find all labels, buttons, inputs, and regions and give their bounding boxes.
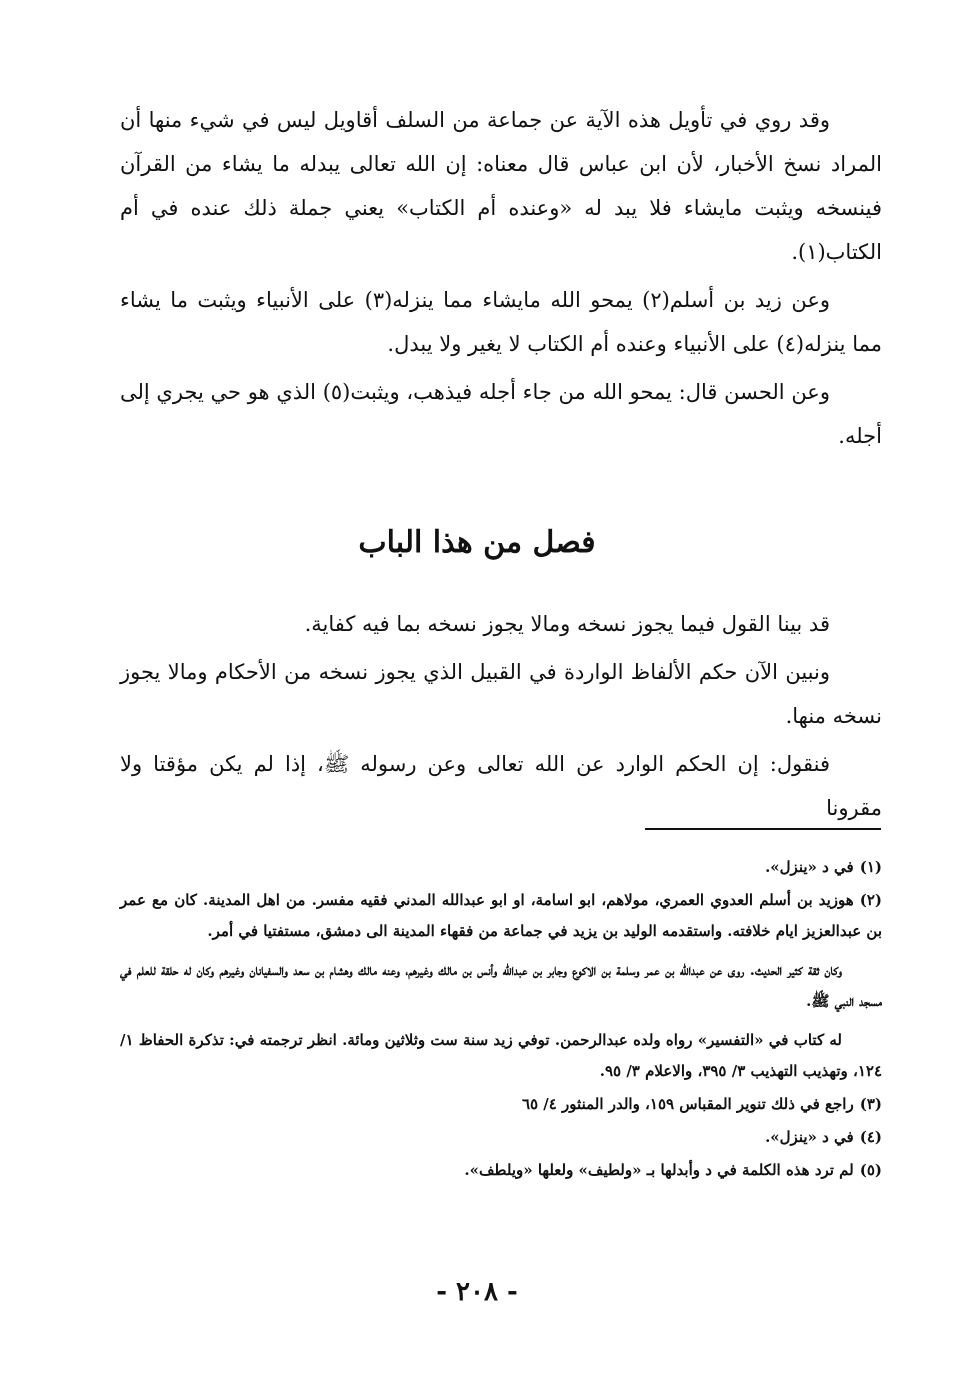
main-text-section: [120, 602, 882, 834]
section-title: فصل من هذا الباب: [358, 525, 596, 560]
page-number: - ٢٠٨ -: [436, 1277, 518, 1307]
paragraph: وقد روي في تأويل هذه الآية عن جماعة من السلف أقاويل ليس في شيء منها أن المراد نسخ الأخبار، لأن ابن عباس قال معناه: إن الله تعالى يبدله ما يشاء من القرآن فينسخه ويثبت مايشاء فلا يبد له «وعنده أم الكتاب» يعني جملة ذلك عنده في أم الكتاب(١).: [120, 108, 882, 264]
paragraph: وعن زيد بن أسلم(٢) يمحو الله مايشاء مما ينزله(٣) على الأنبياء ويثبت ما يشاء مما ينزله(٤) على الأنبياء وعنده أم الكتاب لا يغير ولا يبدل.: [120, 288, 882, 356]
footnote-number: (٣): [859, 1095, 882, 1113]
footnote-4: [120, 1122, 882, 1153]
footnote-5: [120, 1155, 882, 1186]
footnote-text: في د «ينزل».: [765, 858, 854, 876]
footnote-text: راجع في ذلك تنوير المقباس ١٥٩، والدر المنثور ٤/ ٦٥: [521, 1095, 854, 1113]
footnote-number: (٤): [859, 1128, 882, 1146]
footnote-text: في د «ينزل».: [765, 1128, 854, 1146]
footnote-1: [120, 852, 882, 883]
footnote-number: (٢): [859, 891, 882, 909]
footnote-3: [120, 1089, 882, 1120]
footnote-text: هوزيد بن أسلم العدوي العمري، مولاهم، ابو اسامة، او ابو عبدالله المدني فقيه مفسر. من اهل المدينة. كان مع عمر بن عبدالعزيز ايام خلافته. واستقدمه الوليد بن يزيد في جماعة من فقهاء المدينة الى دمشق، مستفتيا في أمر.: [120, 891, 882, 940]
paragraph: وعن الحسن قال: يمحو الله من جاء أجله فيذهب، ويثبت(٥) الذي هو حي يجري إلى أجله.: [120, 380, 882, 448]
footnote-number: (١): [859, 858, 882, 876]
paragraph: فنقول: إن الحكم الوارد عن الله تعالى وعن رسوله ﷺ، إذا لم يكن مؤقتا ولا مقرونا: [120, 752, 882, 820]
paragraph: ونبين الآن حكم الألفاظ الواردة في القبيل الذي يجوز نسخه من الأحكام ومالا يجوز نسخه منها.: [120, 660, 882, 728]
footnote-number: (٥): [859, 1161, 882, 1179]
main-text-top: [120, 98, 882, 462]
footnote-text: لم ترد هذه الكلمة في د وأبدلها بـ «ولطيف» ولعلها «ويلطف».: [464, 1161, 854, 1179]
footnote-2-continuation: وكان ثقة كثير الحديث. روى عن عبدالله بن عمر وسلمة بن الاكوع وجابر بن عبدالله وأنس بن مالك وغيرهم، وعنه مالك وهشام بن سعد والسفيانان وغيرهم وكان له حلقة للعلم في مسجد النبي ﷺ.: [120, 961, 882, 1010]
footnote-2-continuation: له كتاب في «التفسير» رواه ولده عبدالرحمن. توفي زيد سنة ست وثلاثين ومائة. انظر ترجمته في: تذكرة الحفاظ ١/ ١٢٤، وتهذيب التهذيب ٣/ ٣٩٥، والاعلام ٣/ ٩٥.: [120, 1031, 882, 1080]
footnote-separator: [645, 828, 881, 830]
paragraph: قد بينا القول فيما يجوز نسخه ومالا يجوز نسخه بما فيه كفاية.: [304, 612, 830, 636]
footnote-2: [120, 885, 882, 947]
footnotes: [120, 852, 882, 1188]
